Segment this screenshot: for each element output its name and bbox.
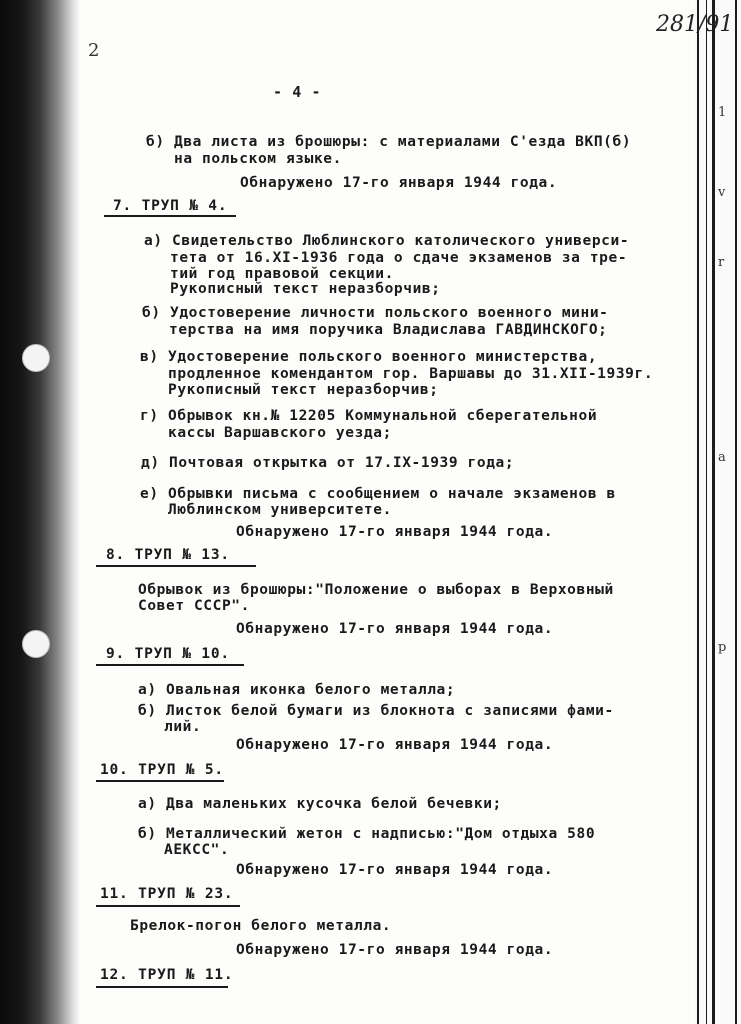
item-line: е) Обрывки письма с сообщением о начале экзаменов в — [140, 486, 616, 502]
section-heading: 10. ТРУП № 5. — [100, 762, 224, 778]
item-line: а) Два маленьких кусочка белой бечевки; — [138, 796, 502, 812]
heading-underline — [104, 215, 236, 217]
item-line: кассы Варшавского уезда; — [168, 425, 392, 441]
page-number: - 4 - — [273, 83, 322, 101]
edge-line — [706, 0, 707, 1024]
section-heading: 12. ТРУП № 11. — [100, 967, 234, 983]
item-line: Совет СССР". — [138, 598, 250, 614]
punch-hole — [22, 344, 50, 372]
section-heading: 9. ТРУП № 10. — [106, 646, 230, 662]
item-line: тий год правовой секции. — [170, 266, 394, 282]
item-line: лий. — [164, 719, 202, 735]
right-margin-mark: 1 — [718, 105, 727, 120]
item-line: б) Листок белой бумаги из блокнота с записями фами- — [138, 703, 614, 719]
found-date: Обнаружено 17-го января 1944 года. — [236, 862, 554, 878]
item-line: на польском языке. — [174, 151, 342, 167]
item-line: д) Почтовая открытка от 17.IX-1939 года; — [141, 455, 515, 471]
item-line: г) Обрывок кн.№ 12205 Коммунальной сберегательной — [140, 408, 598, 424]
right-margin-mark: p — [718, 640, 727, 655]
edge-line — [712, 0, 715, 1024]
heading-underline — [96, 986, 228, 988]
binding-shadow — [0, 0, 80, 1024]
section-heading: 7. ТРУП № 4. — [113, 198, 228, 214]
found-date: Обнаружено 17-го января 1944 года. — [236, 621, 554, 637]
found-date: Обнаружено 17-го января 1944 года. — [236, 524, 554, 540]
section-heading: 8. ТРУП № 13. — [106, 547, 230, 563]
item-line: б) Удостоверение личности польского военного мини- — [142, 305, 609, 321]
item-line: Рукописный текст неразборчив; — [168, 382, 439, 398]
item-line: б) Два листа из брошюры: с материалами С'езда ВКП(б) — [146, 134, 632, 150]
right-margin-mark: v — [718, 185, 726, 200]
item-line: АЕКСС". — [164, 842, 230, 858]
item-line: в) Удостоверение польского военного министерства, — [140, 349, 598, 365]
item-line: продленное комендантом гор. Варшавы до 31.XII-1939г. — [168, 366, 654, 382]
item-line: а) Овальная иконка белого металла; — [138, 682, 456, 698]
section-heading: 11. ТРУП № 23. — [100, 886, 234, 902]
item-line: а) Свидетельство Люблинского католического универси- — [144, 233, 630, 249]
folio-stamp: 281/91 — [656, 12, 734, 37]
found-date: Обнаружено 17-го января 1944 года. — [240, 175, 558, 191]
found-date: Обнаружено 17-го января 1944 года. — [236, 942, 554, 958]
item-line: тета от 16.XI-1936 года о сдаче экзаменов за тре- — [170, 250, 628, 266]
right-margin-mark: r — [718, 255, 725, 270]
punch-hole — [22, 630, 50, 658]
edge-line — [697, 0, 699, 1024]
heading-underline — [96, 905, 240, 907]
heading-underline — [96, 780, 224, 782]
right-margin-mark: a — [718, 450, 726, 465]
found-date: Обнаружено 17-го января 1944 года. — [236, 737, 554, 753]
item-line: Обрывок из брошюры:"Положение о выборах в Верховный — [138, 582, 614, 598]
item-line: б) Металлический жетон с надписью:"Дом отдыха 580 — [138, 826, 596, 842]
heading-underline — [96, 664, 244, 666]
corner-number: 2 — [88, 40, 100, 61]
heading-underline — [96, 565, 256, 567]
item-line: терства на имя поручика Владислава ГАВДИНСКОГО; — [169, 322, 608, 338]
item-line: Брелок-погон белого металла. — [130, 918, 392, 934]
edge-line — [735, 0, 737, 1024]
item-line: Люблинском университете. — [168, 502, 392, 518]
item-line: Рукописный текст неразборчив; — [170, 281, 441, 297]
